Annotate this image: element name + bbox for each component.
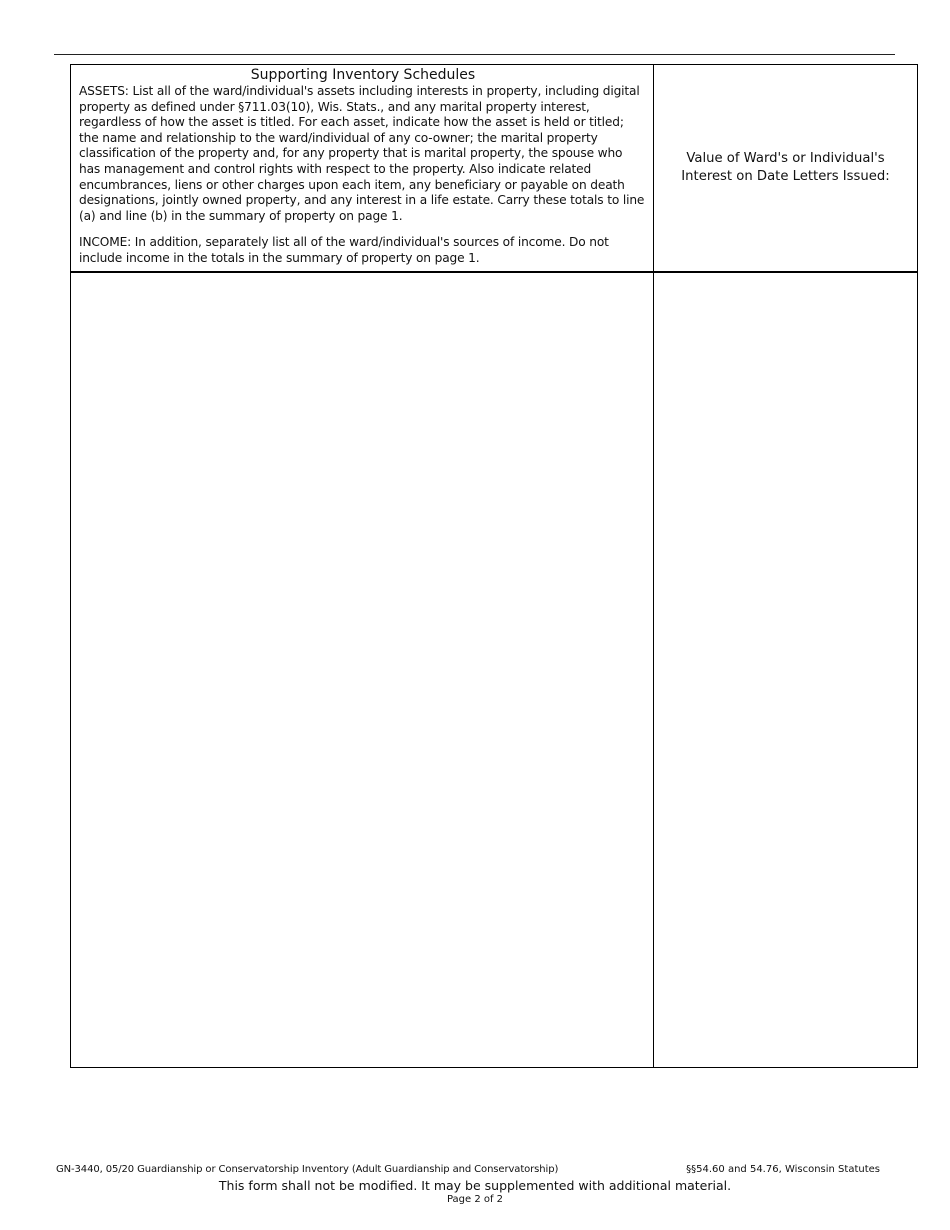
footer-page-number: Page 2 of 2 [446, 1194, 504, 1205]
footer-notice: This form shall not be modified. It may be supplemented with additional material. [218, 1178, 732, 1193]
income-instructions: INCOME: In addition, separately list all of the ward/individual's sources of income. Do not include income in the totals in the summary of property on page 1. [79, 235, 609, 265]
assets-instructions: ASSETS: List all of the ward/individual's assets including interests in property, including digital property as defined under §711.03(10), Wis. Stats., and any marital property interest, regardless of how the asset is titled. For each asset, indicate how the asset is held or titled; the name and relationship to the ward/individual of any co-owner; the marital property classification of the property and, for any property that is marital property, the spouse who has management and control rights with respect to the property. Also indicate related encumbrances, liens or other charges upon each item, any beneficiary or payable on death designations, jointly owned property, and any interest in a life estate. Carry these totals to line (a) and line (b) in the summary of property on page 1. [79, 84, 645, 223]
footer-form-id: GN-3440, 05/20 Guardianship or Conservatorship Inventory (Adult Guardianship and Conservatorship) [56, 1164, 559, 1175]
value-column-header-cell [654, 65, 917, 271]
footer-statutes: §§54.60 and 54.76, Wisconsin Statutes [686, 1164, 880, 1175]
value-entry-field[interactable] [654, 273, 917, 1067]
value-column-header: Value of Ward's or Individual's Interest on Date Letters Issued: [681, 151, 890, 184]
schedule-title: Supporting Inventory Schedules [250, 67, 476, 83]
instructions-cell [79, 67, 647, 269]
top-rule [54, 54, 895, 55]
assets-entry-field[interactable] [71, 273, 653, 1067]
inventory-schedule-table [70, 64, 918, 1068]
